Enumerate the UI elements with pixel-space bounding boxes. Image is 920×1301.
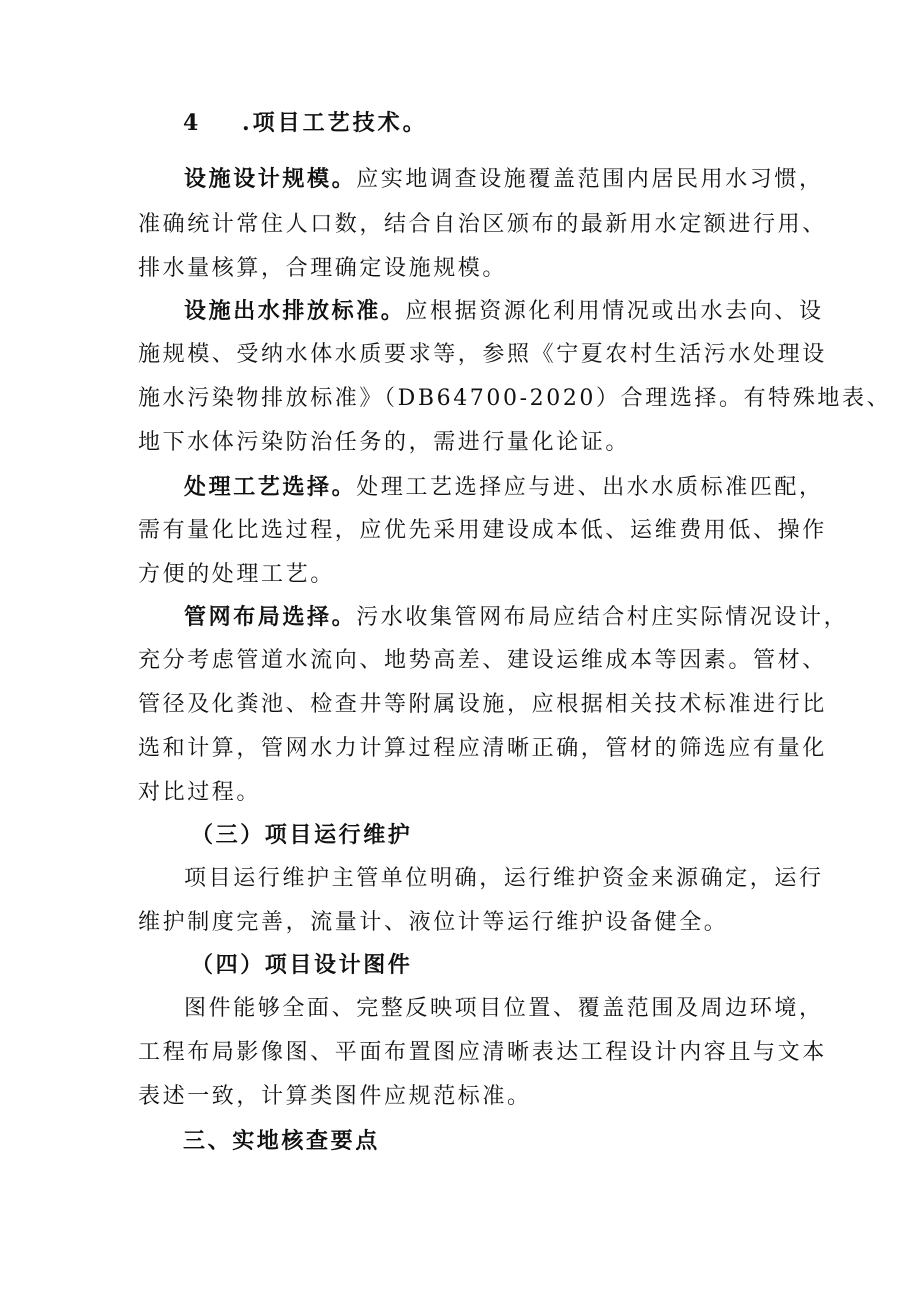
- paragraph-lead: 设施设计规模。: [184, 166, 357, 192]
- paragraph-text: 准确统计常住人口数，结合自治区颁布的最新用水定额进行用、: [138, 212, 827, 237]
- paragraph-text: 需有量化比选过程，应优先采用建设成本低、运维费用低、操作: [138, 518, 827, 543]
- paragraph-text: 工程布局影像图、平面布置图应清晰表达工程设计内容且与文本: [138, 1040, 827, 1065]
- paragraph-design-scale-line-1: [184, 164, 824, 195]
- paragraph-lead: 管网布局选择。: [184, 604, 357, 630]
- paragraph-text: 项目运行维护主管单位明确，运行维护资金来源确定，运行: [184, 866, 824, 891]
- paragraph-text: 对比过程。: [138, 780, 262, 805]
- paragraph-text: 施规模、受纳水体水质要求等，参照《宁夏农村生活污水处理设: [138, 342, 827, 367]
- paragraph-text: 管径及化粪池、检查井等附属设施，应根据相关技术标准进行比: [138, 692, 827, 717]
- subsection-heading-operation: （三）项目运行维护: [191, 822, 413, 848]
- paragraph-text: 排水量核算，合理确定设施规模。: [138, 256, 508, 281]
- paragraph-lead: 设施出水排放标准。: [184, 298, 406, 324]
- paragraph-lead: 处理工艺选择。: [184, 474, 357, 500]
- paragraph-text: 方便的处理工艺。: [138, 562, 335, 587]
- paragraph-text: 应根据资源化利用情况或出水去向、设: [405, 299, 824, 324]
- paragraph-text: 维护制度完善，流量计、液位计等运行维护设备健全。: [138, 910, 729, 935]
- section-number: 4: [183, 110, 199, 136]
- paragraph-text: 选和计算，管网水力计算过程应清晰正确，管材的筛选应有量化: [138, 736, 827, 761]
- paragraph-discharge-standard-line-1: [184, 296, 824, 327]
- paragraph-text: 施水污染物排放标准》（DB64700-2020）合理选择。有特殊地表、: [138, 386, 892, 411]
- paragraph-process-selection-line-1: [184, 472, 824, 503]
- section-heading-field-check: 三、实地核查要点: [183, 1128, 380, 1154]
- paragraph-text: 处理工艺选择应与进、出水水质标准匹配，: [356, 475, 824, 500]
- paragraph-text: 地下水体污染防治任务的，需进行量化论证。: [138, 430, 631, 455]
- section-title: .项目工艺技术。: [242, 110, 428, 136]
- paragraph-text: 表述一致，计算类图件应规范标准。: [138, 1084, 532, 1109]
- subsection-heading-drawings: （四）项目设计图件: [191, 952, 413, 978]
- paragraph-text: 充分考虑管道水流向、地势高差、建设运维成本等因素。管材、: [138, 648, 827, 673]
- paragraph-text: 污水收集管网布局应结合村庄实际情况设计，: [356, 605, 849, 630]
- paragraph-text: 图件能够全面、完整反映项目位置、覆盖范围及周边环境，: [184, 996, 824, 1021]
- paragraph-text: 应实地调查设施覆盖范围内居民用水习惯，: [356, 167, 824, 192]
- paragraph-pipe-layout-line-1: [184, 602, 848, 633]
